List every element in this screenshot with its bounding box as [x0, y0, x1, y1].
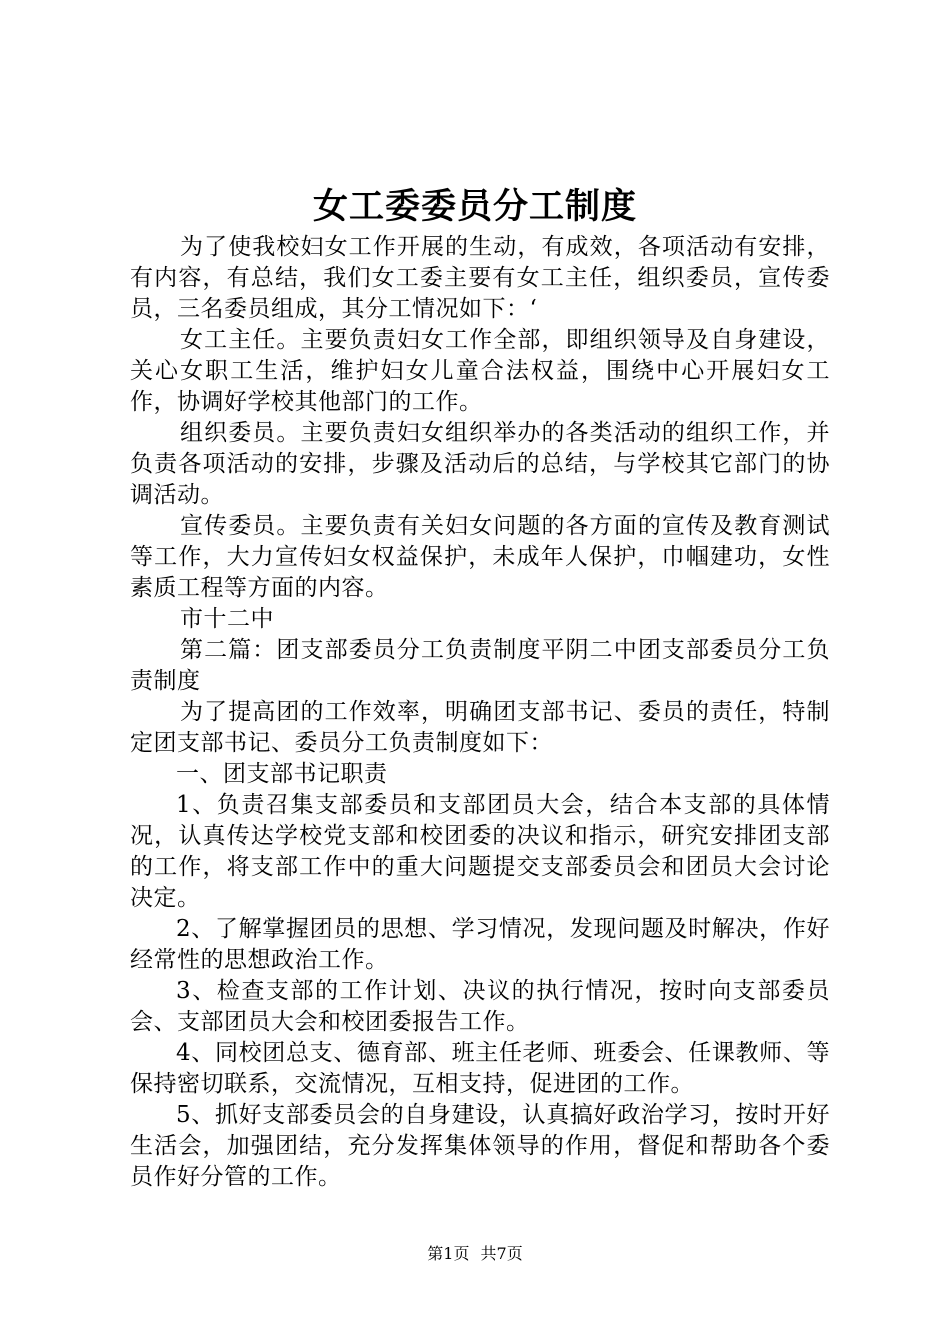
list-item-duty-3: 3、检查支部的工作计划、决议的执行情况，按时向支部委员会、支部团员大会和校团委报告工作。: [130, 978, 830, 1035]
page-total: 共7页: [480, 1244, 523, 1263]
list-item-duty-4: 4、同校团总支、德育部、班主任老师、班委会、任课教师、等保持密切联系，交流情况，互相支持，促进团的工作。: [130, 1040, 830, 1097]
section-heading-secretary-duties: 一、团支部书记职责: [176, 761, 388, 787]
document-body: [130, 232, 830, 1193]
paragraph-school-name: 市十二中: [180, 606, 274, 632]
paragraph-female-director: 女工主任。主要负责妇女工作全部，即组织领导及自身建设，关心女职工生活，维护妇女儿童合法权益，围绕中心开展妇女工作，协调好学校其他部门的工作。: [130, 327, 830, 415]
list-item-duty-5: 5、抓好支部委员会的自身建设，认真搞好政治学习，按时开好生活会，加强团结，充分发挥集体领导的作用，督促和帮助各个委员作好分管的工作。: [130, 1102, 830, 1190]
page-number: 第1页: [427, 1244, 470, 1263]
document-title: 女工委委员分工制度: [312, 186, 637, 227]
paragraph-second-intro: 为了提高团的工作效率，明确团支部书记、委员的责任，特制定团支部书记、委员分工负责制度如下：: [130, 699, 830, 756]
page-footer: [0, 1244, 950, 1264]
list-item-duty-1: 1、负责召集支部委员和支部团员大会，结合本支部的具体情况，认真传达学校党支部和校团委的决议和指示，研究安排团支部的工作，将支部工作中的重大问题提交支部委员会和团员大会讨论决定。: [130, 792, 830, 911]
paragraph-publicity-member: 宣传委员。主要负责有关妇女问题的各方面的宣传及教育测试等工作，大力宣传妇女权益保护，未成年人保护，巾帼建功，女性素质工程等方面的内容。: [130, 513, 830, 601]
paragraph-organization-member: 组织委员。主要负责妇女组织举办的各类活动的组织工作，并负责各项活动的安排，步骤及活动后的总结，与学校其它部门的协调活动。: [130, 420, 830, 508]
list-item-duty-2: 2、了解掌握团员的思想、学习情况，发现问题及时解决，作好经常性的思想政治工作。: [130, 916, 830, 973]
paragraph-intro: 为了使我校妇女工作开展的生动，有成效，各项活动有安排，有内容，有总结，我们女工委主要有女工主任，组织委员，宣传委员，三名委员组成，其分工情况如下：‘: [130, 234, 830, 322]
paragraph-second-article-title: 第二篇：团支部委员分工负责制度平阴二中团支部委员分工负责制度: [130, 637, 830, 694]
